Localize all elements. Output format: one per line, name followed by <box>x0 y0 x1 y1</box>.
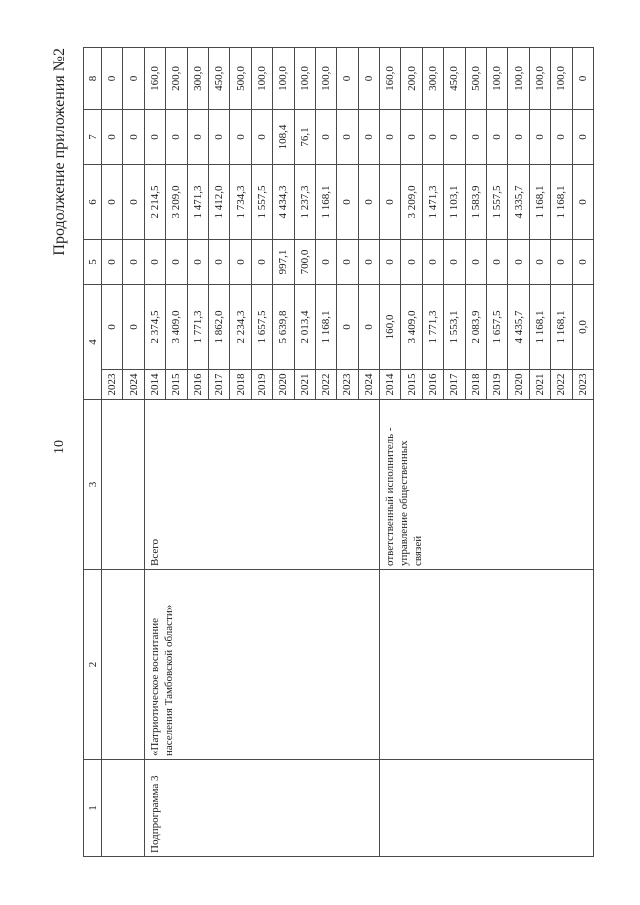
amount-cell-col5: 997,1 <box>273 240 294 285</box>
amount-cell-col4: 2 013,4 <box>294 285 315 370</box>
amount-cell-col8: 450,0 <box>444 48 465 110</box>
amount-cell-col4: 1 168,1 <box>315 285 336 370</box>
amount-cell-col5: 0 <box>358 240 379 285</box>
amount-cell-col5: 0 <box>422 240 443 285</box>
amount-cell-col6: 1 583,9 <box>465 165 486 240</box>
amount-cell-col8: 0 <box>572 48 593 110</box>
amount-cell-col4: 160,0 <box>380 285 401 370</box>
amount-cell-col5: 0 <box>487 240 508 285</box>
year-cell: 2014 <box>144 370 165 400</box>
amount-cell-col7: 0 <box>487 110 508 165</box>
year-cell: 2016 <box>422 370 443 400</box>
table-row <box>144 48 165 857</box>
year-cell: 2019 <box>487 370 508 400</box>
amount-cell-col4: 2 234,3 <box>230 285 251 370</box>
status-cell <box>144 760 379 857</box>
amount-cell-col7: 76,1 <box>294 110 315 165</box>
amount-cell-col8: 100,0 <box>294 48 315 110</box>
amount-cell-col6: 1 412,0 <box>208 165 229 240</box>
amount-cell-col8: 100,0 <box>251 48 272 110</box>
amount-cell-col8: 0 <box>337 48 358 110</box>
amount-cell-col6: 2 214,5 <box>144 165 165 240</box>
executor-cell <box>380 400 594 570</box>
amount-cell-col7: 0 <box>422 110 443 165</box>
page-number: 10 <box>52 440 67 454</box>
amount-cell-col4: 2 374,5 <box>144 285 165 370</box>
amount-cell-col8: 100,0 <box>315 48 336 110</box>
header-row <box>84 48 102 857</box>
amount-cell-col4: 0 <box>123 285 144 370</box>
amount-cell-col7: 0 <box>380 110 401 165</box>
amount-cell-col5: 0 <box>144 240 165 285</box>
amount-cell-col6: 0 <box>380 165 401 240</box>
year-cell: 2024 <box>358 370 379 400</box>
column-number-7: 7 <box>84 110 102 165</box>
amount-cell-col5: 0 <box>208 240 229 285</box>
year-cell: 2020 <box>508 370 529 400</box>
executor-text-line: связей <box>412 535 425 566</box>
table-row <box>380 48 401 857</box>
amount-cell-col5: 0 <box>401 240 422 285</box>
continued-cell-col1 <box>102 760 145 857</box>
amount-cell-col6: 1 168,1 <box>529 165 550 240</box>
amount-cell-col5: 0 <box>102 240 123 285</box>
column-number-5: 5 <box>84 240 102 285</box>
amount-cell-col6: 4 434,3 <box>273 165 294 240</box>
amount-cell-col4: 0 <box>102 285 123 370</box>
year-cell: 2022 <box>315 370 336 400</box>
year-cell: 2021 <box>294 370 315 400</box>
amount-cell-col5: 0 <box>380 240 401 285</box>
amount-cell-col4: 1 657,5 <box>251 285 272 370</box>
amount-cell-col4: 0 <box>358 285 379 370</box>
amount-cell-col5: 0 <box>187 240 208 285</box>
amount-cell-col5: 0 <box>230 240 251 285</box>
amount-cell-col5: 0 <box>551 240 572 285</box>
amount-cell-col7: 0 <box>230 110 251 165</box>
resource-table <box>83 47 594 857</box>
amount-cell-col6: 0 <box>358 165 379 240</box>
table-row <box>102 48 123 857</box>
amount-cell-col4: 1 862,0 <box>208 285 229 370</box>
column-number-3: 3 <box>84 400 102 570</box>
year-cell: 2017 <box>208 370 229 400</box>
amount-cell-col4: 1 553,1 <box>444 285 465 370</box>
amount-cell-col4: 1 771,3 <box>422 285 443 370</box>
year-cell: 2023 <box>102 370 123 400</box>
column-number-6: 6 <box>84 165 102 240</box>
column-number-2: 2 <box>84 570 102 760</box>
amount-cell-col4: 5 639,8 <box>273 285 294 370</box>
amount-cell-col8: 500,0 <box>465 48 486 110</box>
page-header-title: Продолжение приложения №2 <box>51 48 68 256</box>
amount-cell-col6: 4 335,7 <box>508 165 529 240</box>
executor-text-line: ответственный исполнитель - <box>384 427 397 566</box>
amount-cell-col4: 3 409,0 <box>401 285 422 370</box>
amount-cell-col4: 3 409,0 <box>166 285 187 370</box>
amount-cell-col7: 0 <box>337 110 358 165</box>
year-cell: 2018 <box>465 370 486 400</box>
amount-cell-col8: 100,0 <box>551 48 572 110</box>
amount-cell-col6: 3 209,0 <box>401 165 422 240</box>
amount-cell-col8: 0 <box>358 48 379 110</box>
amount-cell-col6: 3 209,0 <box>166 165 187 240</box>
amount-cell-col6: 0 <box>572 165 593 240</box>
amount-cell-col6: 1 168,1 <box>315 165 336 240</box>
amount-cell-col6: 0 <box>337 165 358 240</box>
amount-cell-col8: 0 <box>123 48 144 110</box>
amount-cell-col7: 0 <box>208 110 229 165</box>
amount-cell-col8: 500,0 <box>230 48 251 110</box>
executor-cell <box>144 400 379 570</box>
year-cell: 2019 <box>251 370 272 400</box>
amount-cell-col8: 100,0 <box>487 48 508 110</box>
amount-cell-col5: 0 <box>529 240 550 285</box>
amount-cell-col6: 1 557,5 <box>251 165 272 240</box>
amount-cell-col6: 0 <box>123 165 144 240</box>
year-cell: 2023 <box>572 370 593 400</box>
amount-cell-col7: 0 <box>401 110 422 165</box>
year-cell: 2015 <box>166 370 187 400</box>
amount-cell-col7: 0 <box>123 110 144 165</box>
name-text-line: населения Тамбовской области» <box>162 604 175 756</box>
amount-cell-col5: 0 <box>251 240 272 285</box>
amount-cell-col7: 0 <box>166 110 187 165</box>
amount-cell-col7: 0 <box>572 110 593 165</box>
amount-cell-col8: 160,0 <box>144 48 165 110</box>
amount-cell-col8: 450,0 <box>208 48 229 110</box>
executor-text-line: управление общественных <box>398 440 411 566</box>
amount-cell-col6: 1 168,1 <box>551 165 572 240</box>
amount-cell-col8: 160,0 <box>380 48 401 110</box>
amount-cell-col7: 0 <box>508 110 529 165</box>
year-cell: 2023 <box>337 370 358 400</box>
amount-cell-col6: 1 734,3 <box>230 165 251 240</box>
amount-cell-col7: 0 <box>102 110 123 165</box>
name-cell <box>380 570 594 760</box>
continued-cell-col3 <box>102 400 145 570</box>
year-cell: 2022 <box>551 370 572 400</box>
amount-cell-col8: 0 <box>102 48 123 110</box>
year-cell: 2020 <box>273 370 294 400</box>
amount-cell-col4: 1 771,3 <box>187 285 208 370</box>
amount-cell-col6: 1 557,5 <box>487 165 508 240</box>
amount-cell-col5: 0 <box>465 240 486 285</box>
amount-cell-col8: 300,0 <box>422 48 443 110</box>
amount-cell-col4: 1 168,1 <box>551 285 572 370</box>
year-cell: 2021 <box>529 370 550 400</box>
amount-cell-col7: 0 <box>144 110 165 165</box>
amount-cell-col7: 0 <box>551 110 572 165</box>
amount-cell-col4: 0,0 <box>572 285 593 370</box>
year-cell: 2017 <box>444 370 465 400</box>
amount-cell-col4: 2 083,9 <box>465 285 486 370</box>
amount-cell-col7: 0 <box>315 110 336 165</box>
amount-cell-col5: 0 <box>444 240 465 285</box>
amount-cell-col5: 0 <box>337 240 358 285</box>
amount-cell-col6: 1 103,1 <box>444 165 465 240</box>
amount-cell-col5: 0 <box>315 240 336 285</box>
amount-cell-col5: 0 <box>572 240 593 285</box>
status-text-line: Подпрограмма 3 <box>148 775 161 853</box>
amount-cell-col5: 0 <box>508 240 529 285</box>
amount-cell-col7: 0 <box>465 110 486 165</box>
amount-cell-col8: 100,0 <box>508 48 529 110</box>
amount-cell-col8: 100,0 <box>529 48 550 110</box>
continued-cell-col2 <box>102 570 145 760</box>
year-cell: 2024 <box>123 370 144 400</box>
amount-cell-col7: 0 <box>529 110 550 165</box>
year-cell: 2014 <box>380 370 401 400</box>
amount-cell-col8: 300,0 <box>187 48 208 110</box>
year-cell: 2015 <box>401 370 422 400</box>
amount-cell-col8: 200,0 <box>166 48 187 110</box>
amount-cell-col8: 200,0 <box>401 48 422 110</box>
amount-cell-col6: 1 237,3 <box>294 165 315 240</box>
column-number-4: 4 <box>84 285 102 400</box>
amount-cell-col5: 0 <box>166 240 187 285</box>
column-number-1: 1 <box>84 760 102 857</box>
amount-cell-col4: 4 435,7 <box>508 285 529 370</box>
executor-text-line: Всего <box>148 539 161 566</box>
amount-cell-col4: 1 168,1 <box>529 285 550 370</box>
amount-cell-col8: 100,0 <box>273 48 294 110</box>
table-body <box>84 48 594 857</box>
amount-cell-col6: 1 471,3 <box>187 165 208 240</box>
amount-cell-col4: 0 <box>337 285 358 370</box>
year-cell: 2016 <box>187 370 208 400</box>
status-cell <box>380 760 594 857</box>
year-cell: 2018 <box>230 370 251 400</box>
amount-cell-col6: 1 471,3 <box>422 165 443 240</box>
amount-cell-col7: 0 <box>358 110 379 165</box>
amount-cell-col7: 108,4 <box>273 110 294 165</box>
name-cell <box>144 570 379 760</box>
amount-cell-col7: 0 <box>444 110 465 165</box>
amount-cell-col5: 0 <box>123 240 144 285</box>
amount-cell-col5: 700,0 <box>294 240 315 285</box>
column-number-8: 8 <box>84 48 102 110</box>
amount-cell-col7: 0 <box>251 110 272 165</box>
amount-cell-col7: 0 <box>187 110 208 165</box>
amount-cell-col6: 0 <box>102 165 123 240</box>
amount-cell-col4: 1 657,5 <box>487 285 508 370</box>
name-text-line: «Патриотическое воспитание <box>148 617 161 756</box>
